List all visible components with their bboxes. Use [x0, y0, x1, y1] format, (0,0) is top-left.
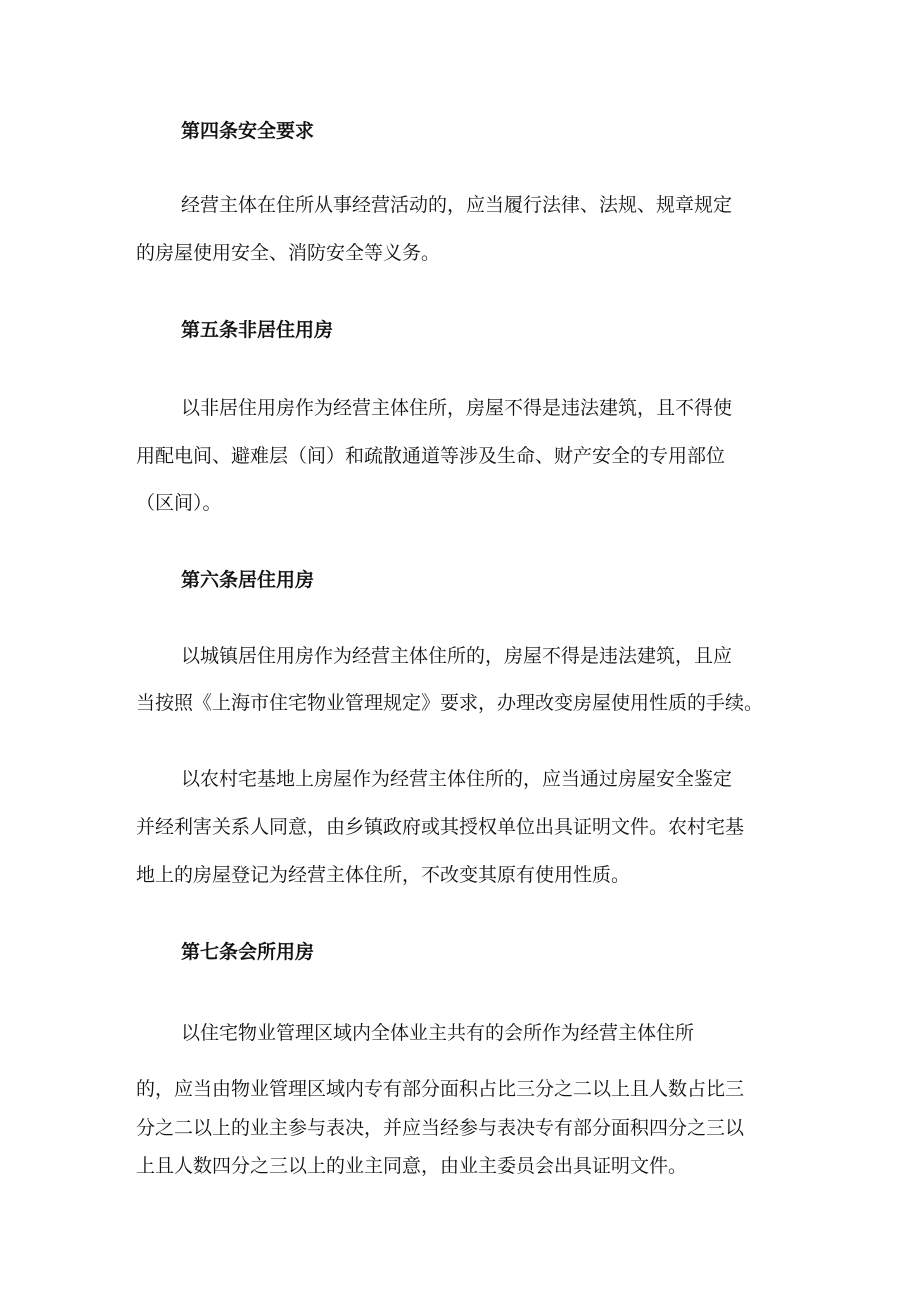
article-4-heading: 第四条安全要求: [181, 120, 315, 142]
article-7-para-1-line-2: 的，应当由物业管理区域内专有部分面积占比三分之二以上且人数占比三: [136, 1078, 745, 1100]
article-4-para-1-line-1: 经营主体在住所从事经营活动的，应当履行法律、法规、规章规定: [181, 194, 733, 216]
article-6-para-2-line-1: 以农村宅基地上房屋作为经营主体住所的，应当通过房屋安全鉴定: [181, 768, 733, 790]
article-5-para-1-line-2: 用配电间、避难层（间）和疏散通道等涉及生命、财产安全的专用部位: [136, 445, 726, 467]
article-6-para-2-line-3: 地上的房屋登记为经营主体住所，不改变其原有使用性质。: [136, 864, 631, 886]
article-7-para-1-line-3: 分之二以上的业主参与表决，并应当经参与表决专有部分面积四分之三以: [136, 1117, 745, 1139]
article-7-para-1-line-1: 以住宅物业管理区域内全体业主共有的会所作为经营主体住所: [181, 1022, 695, 1044]
article-6-para-2-line-2: 并经利害关系人同意，由乡镇政府或其授权单位出具证明文件。农村宅基: [136, 816, 745, 838]
article-6-heading: 第六条居住用房: [181, 569, 315, 591]
article-7-para-1-line-4: 上且人数四分之三以上的业主同意，由业主委员会出具证明文件。: [136, 1155, 688, 1177]
article-7-heading: 第七条会所用房: [181, 941, 315, 963]
article-5-para-1-line-3: （区间）。: [136, 492, 222, 514]
article-5-heading: 第五条非居住用房: [181, 319, 334, 341]
article-6-para-1-line-2: 当按照《上海市住宅物业管理规定》要求，办理改变房屋使用性质的手续。: [136, 692, 764, 714]
article-6-para-1-line-1: 以城镇居住用房作为经营主体住所的，房屋不得是违法建筑，且应: [181, 645, 733, 667]
article-4-para-1-line-2: 的房屋使用安全、消防安全等义务。: [136, 242, 441, 264]
article-5-para-1-line-1: 以非居住用房作为经营主体住所，房屋不得是违法建筑，且不得使: [181, 397, 733, 419]
